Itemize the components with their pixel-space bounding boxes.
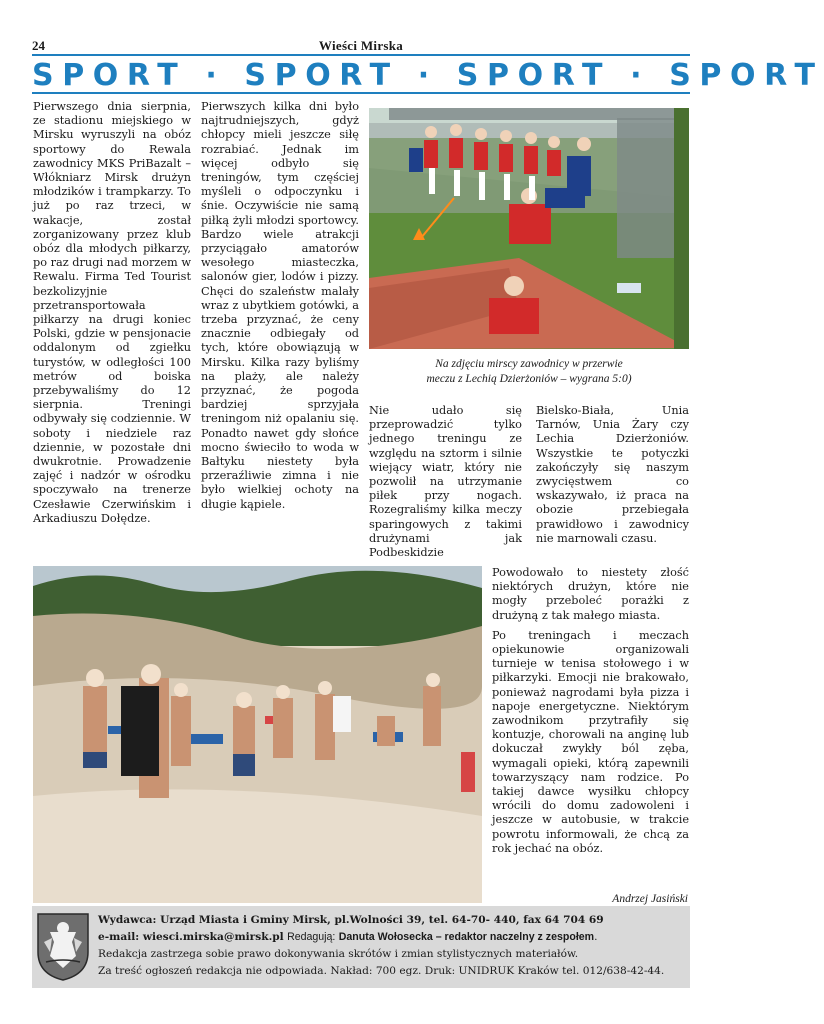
editors-label: Redagują: xyxy=(287,931,336,943)
print-info: Za treść ogłoszeń redakcja nie odpowiada. Nakład: 700 egz. Druk: UNIDRUK Kraków tel. 012/638-42-44. xyxy=(98,965,665,977)
article-paragraph: Powodowało to niestety złość niektórych drużyn, które nie mogły przeboleć porażki z drużyną z tak małego miasta. xyxy=(492,566,689,622)
photo-caption xyxy=(369,357,689,387)
editorial-note: Redakcja zastrzega sobie prawo dokonywania skrótów i zmian stylistycznych materiałów. xyxy=(98,948,579,960)
page-number: 24 xyxy=(32,38,45,53)
article-paragraph: Bielsko-Biała, Unia Tarnów, Unia Żary czy Lechia Dzierżoniów. Wszystkie te potyczki zakończyły się naszym zwycięstwem co wskazywało, iż praca na obozie przebiegała prawidłowo i zawodnicy nie marnowali czasu. xyxy=(536,404,689,545)
article-paragraph: Pierwszych kilka dni było najtrudniejszych, gdyż chłopcy mieli jeszcze siłę rozrabiać. Jednak im więcej odbyło się treningów, tym częściej myśleli o odpoczynku i śnie. Oczywiście nie samą piłką żyli młodzi sportowcy. Bardzo wiele atrakcji przyciągało amatorów wesołego miasteczka, salonów gier, lodów i pizzy. Chęci do szaleństw malały wraz z ubytkiem gotówki, a trzeba przyznać, że ceny znacznie odbiegały od tych, które obowiązują w Mirsku. Kilka razy byliśmy na plaży, ale należy przyznać, że pogoda bardziej sprzyjała treningom niż opalaniu się. Ponadto nawet gdy słońce mocno świeciło to woda w Bałtyku niestety była przeraźliwie zimna i nie było wielkiej ochoty na długie kąpiele. xyxy=(201,100,359,511)
imprint-text xyxy=(98,912,686,980)
article-column-4 xyxy=(536,404,689,546)
contact-line xyxy=(98,929,686,946)
article-paragraph: Po treningach i meczach opiekunowie organizowali turnieje w tenisa stołowego i w piłkarzyki. Emocji nie brakowało, ponieważ nagrodami była pizza i napoje energetyczne. Niektórym zawodnikom przytrafiły się kontuzje, chorowali na anginę lub dokuczał zwykły ból zęba, wymagali opieki, którą zapewnili towarzyszący nam rodzice. Po takiej dawce wysiłku chłopcy wrócili do domu zadowoleni i jeszcze w autobusie, w trakcie powrotu informowali, że chcą za rok jechać na obóz. xyxy=(492,628,689,855)
section-title: SPORT · SPORT · SPORT · SPORT xyxy=(32,58,824,93)
publisher-line: Wydawca: Urząd Miasta i Gminy Mirsk, pl.Wolności 39, tel. 64-70- 440, fax 64 704 69 xyxy=(98,914,604,926)
article-column-5 xyxy=(492,566,689,856)
caption-line: meczu z Lechią Dzierżoniów – wygrana 5:0) xyxy=(426,373,632,385)
article-column-2 xyxy=(201,100,359,512)
article-author: Andrzej Jasiński xyxy=(612,893,688,905)
photo-players-bench xyxy=(369,108,689,349)
caption-line: Na zdjęciu mirscy zawodnicy w przerwie xyxy=(435,358,623,370)
imprint-footer xyxy=(32,906,690,988)
article-paragraph: Nie udało się przeprowadzić tylko jednego treningu ze względu na sztorm i silnie wiejący wiatr, który nie pozwolił na utrzymanie piłek przy nogach. Rozegraliśmy kilka meczy sparingowych z takimi drużynami jak Podbeskidzie xyxy=(369,404,522,560)
email-text: e-mail: wiesci.mirska@mirsk.pl xyxy=(98,931,284,943)
editor-end: . xyxy=(594,931,598,943)
article-paragraph: Pierwszego dnia sierpnia, ze stadionu miejskiego w Mirsku wyruszyli na obóz sportowy do Rewala zawodnicy MKS PriBazalt – Włókniarz Mirsk drużyn młodzików i trampkarzy. To już po raz trzeci, w wakacje, został zorganizowany przez klub obóz dla młodych piłkarzy, po raz drugi nad morzem w Rewalu. Firma Ted Tourist bezkolizyjnie przetransportowała piłkarzy na drugi koniec Polski, gdzie w pensjonacie oddalonym od zgiełku turystów, w odległości 100 metrów od boiska przebywaliśmy do 12 sierpnia. Treningi odbywały się codziennie. W soboty i niedziele raz dziennie, w pozostałe dni dwukrotnie. Prowadzenie zajęć i nadzór w ośrodku spoczywało na trenerze Czesławie Czerwińskim i Arkadiuszu Dołędze. xyxy=(33,100,192,525)
page-header xyxy=(32,38,690,56)
photo-beach xyxy=(33,566,482,903)
article-column-1 xyxy=(33,100,191,526)
magazine-title: Wieści Mirska xyxy=(318,38,404,53)
editor-in-chief: Danuta Wołosecka – redaktor naczelny z zespołem xyxy=(338,931,595,943)
coat-of-arms-logo xyxy=(36,912,90,982)
article-column-3 xyxy=(369,404,522,560)
section-banner xyxy=(32,58,824,94)
